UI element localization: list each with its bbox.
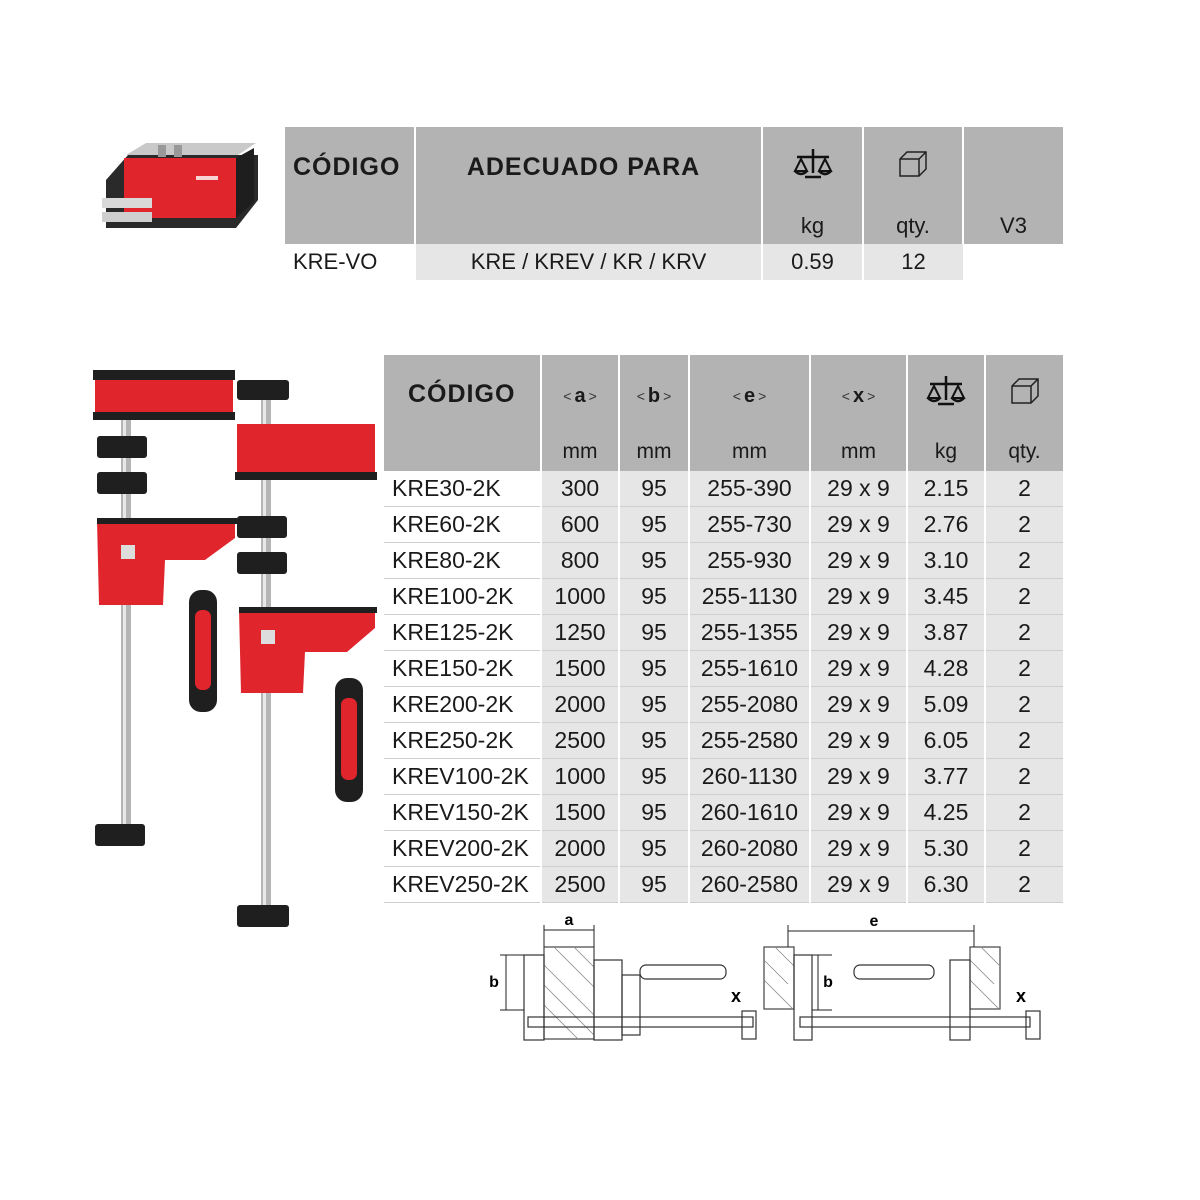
table-row [384,615,1063,651]
cell-qty: 2 [985,579,1063,615]
scale-icon [793,147,833,181]
table-row [384,543,1063,579]
cell-e: 260-1610 [689,795,810,831]
cell-kg: 2.15 [907,471,985,507]
diagram-x-label: x [730,986,742,1006]
table-row [384,795,1063,831]
cell-a: 1000 [541,759,619,795]
cell-kg: 4.28 [907,651,985,687]
header-x: x [852,384,865,407]
header-code: CÓDIGO [285,127,415,207]
cell-qty: 2 [985,831,1063,867]
cell-e: 255-930 [689,543,810,579]
cell-qty: 2 [985,471,1063,507]
header-qty: qty. [863,207,963,244]
cell-kg: 5.09 [907,687,985,723]
header-v3: V3 [963,207,1063,244]
cell-b: 95 [619,723,689,759]
cell-a: 1500 [541,795,619,831]
table-row [384,471,1063,507]
cell-a: 600 [541,507,619,543]
cell-code: KRE60-2K [384,507,541,543]
table-row [384,759,1063,795]
unit-e: mm [689,433,810,471]
cell-b: 95 [619,615,689,651]
cell-kg: 6.30 [907,867,985,903]
cell-a: 1500 [541,651,619,687]
cell-code: KRE150-2K [384,651,541,687]
header-b: b [647,384,661,407]
cell-x: 29 x 9 [810,831,907,867]
diagram-b-label: b [489,974,499,991]
cell-e: 260-1130 [689,759,810,795]
unit-a: mm [541,433,619,471]
cell-code: KRE250-2K [384,723,541,759]
cell-kg: 6.05 [907,723,985,759]
cell-code: KRE100-2K [384,579,541,615]
table-row [384,831,1063,867]
table-row [384,579,1063,615]
cell-e: 255-1130 [689,579,810,615]
cell-x: 29 x 9 [810,507,907,543]
cell-x: 29 x 9 [810,795,907,831]
accessory-table [285,127,1063,280]
cell-a: 2500 [541,867,619,903]
cell-e: 260-2580 [689,867,810,903]
cell-code: KRE200-2K [384,687,541,723]
box-icon [897,149,929,179]
cell-x: 29 x 9 [810,651,907,687]
unit-kg: kg [907,433,985,471]
clamp-product-image [85,360,380,935]
diagram-b-label-2: b [823,974,833,991]
cell-qty: 2 [985,687,1063,723]
cell-e: 260-2080 [689,831,810,867]
cell-code: KRE125-2K [384,615,541,651]
cell-e: 255-390 [689,471,810,507]
cell-b: 95 [619,471,689,507]
cell-code: KREV200-2K [384,831,541,867]
diagram-a-label: a [564,912,574,929]
cell-e: 255-2580 [689,723,810,759]
cell-code: KRE30-2K [384,471,541,507]
cell-b: 95 [619,507,689,543]
table-row [384,651,1063,687]
cell-a: 300 [541,471,619,507]
header-code: CÓDIGO [384,355,541,433]
cell-qty: 2 [985,795,1063,831]
accessory-code: KRE-VO [293,249,378,274]
cell-e: 255-2080 [689,687,810,723]
header-e: e [743,384,756,407]
cell-kg: 4.25 [907,795,985,831]
cell-b: 95 [619,651,689,687]
cell-b: 95 [619,867,689,903]
table-row [384,723,1063,759]
cell-qty: 2 [985,723,1063,759]
unit-qty: qty. [985,433,1063,471]
header-kg: kg [762,207,863,244]
cell-e: 255-730 [689,507,810,543]
cell-a: 2000 [541,831,619,867]
diagram-e-label: e [869,913,879,930]
cell-code: KRE80-2K [384,543,541,579]
cell-x: 29 x 9 [810,723,907,759]
table-row [384,687,1063,723]
box-icon [1009,376,1041,406]
cell-kg: 3.45 [907,579,985,615]
cell-x: 29 x 9 [810,759,907,795]
cell-kg: 5.30 [907,831,985,867]
unit-x: mm [810,433,907,471]
cell-b: 95 [619,579,689,615]
cell-x: 29 x 9 [810,471,907,507]
scale-icon [926,374,966,408]
unit-b: mm [619,433,689,471]
cell-kg: 3.87 [907,615,985,651]
cell-a: 2000 [541,687,619,723]
cell-x: 29 x 9 [810,579,907,615]
cell-code: KREV150-2K [384,795,541,831]
cell-x: 29 x 9 [810,867,907,903]
cell-qty: 2 [985,543,1063,579]
cell-x: 29 x 9 [810,543,907,579]
diagram-x-label-2: x [1015,986,1027,1006]
cell-kg: 3.10 [907,543,985,579]
cell-b: 95 [619,795,689,831]
cell-qty: 2 [985,867,1063,903]
cell-b: 95 [619,831,689,867]
cell-e: 255-1610 [689,651,810,687]
cell-b: 95 [619,687,689,723]
accessory-suitable: KRE / KREV / KR / KRV [415,244,762,280]
cell-x: 29 x 9 [810,687,907,723]
table-row [384,507,1063,543]
accessory-qty: 12 [863,244,963,280]
cell-x: 29 x 9 [810,615,907,651]
cell-e: 255-1355 [689,615,810,651]
vise-jaw-image [98,140,263,240]
clamp-table: CÓDIGO < a > < b > < e > < x > mm mm mm mm kg qty. KRE30-2K 300 95 255-390 29 x 9 2.15 2 KRE60-2K 600 95 255-730 29 x 9 2.76 2 KRE80-2K 800 95 255-930 29 x 9 3.10 2 KRE100-2K 1000 95 255-1130 29 x 9 3.45 2 KRE125-2K 1250 95 255-1355 29 x 9 3.87 2 KRE150-2K 1500 95 255-1610 29 x 9 4.28 2 KRE200-2K 2000 95 255-2080 29 x 9 5.09 2 KRE250-2K 2500 95 255-2580 29 x 9 6.05 2 KREV100-2K 1000 95 260-1130 29 x 9 3.77 2 KREV150-2K 1500 95 260-1610 29 x 9 4.25 2 KREV200-2K 2000 95 260-2080 29 x 9 5.30 2 KREV250-2K 2500 95 260-2580 29 x 9 6.30 2 [384,355,1063,903]
header-a: a [574,384,586,407]
cell-a: 800 [541,543,619,579]
cell-kg: 2.76 [907,507,985,543]
cell-qty: 2 [985,615,1063,651]
header-suitable: ADECUADO PARA [415,127,762,207]
table-row [384,867,1063,903]
cell-a: 1250 [541,615,619,651]
cell-b: 95 [619,543,689,579]
cell-qty: 2 [985,759,1063,795]
cell-kg: 3.77 [907,759,985,795]
cell-code: KREV250-2K [384,867,541,903]
accessory-kg: 0.59 [762,244,863,280]
cell-b: 95 [619,759,689,795]
cell-qty: 2 [985,507,1063,543]
cell-code: KREV100-2K [384,759,541,795]
cell-a: 1000 [541,579,619,615]
cell-a: 2500 [541,723,619,759]
dimension-diagram [470,905,1060,1050]
cell-qty: 2 [985,651,1063,687]
